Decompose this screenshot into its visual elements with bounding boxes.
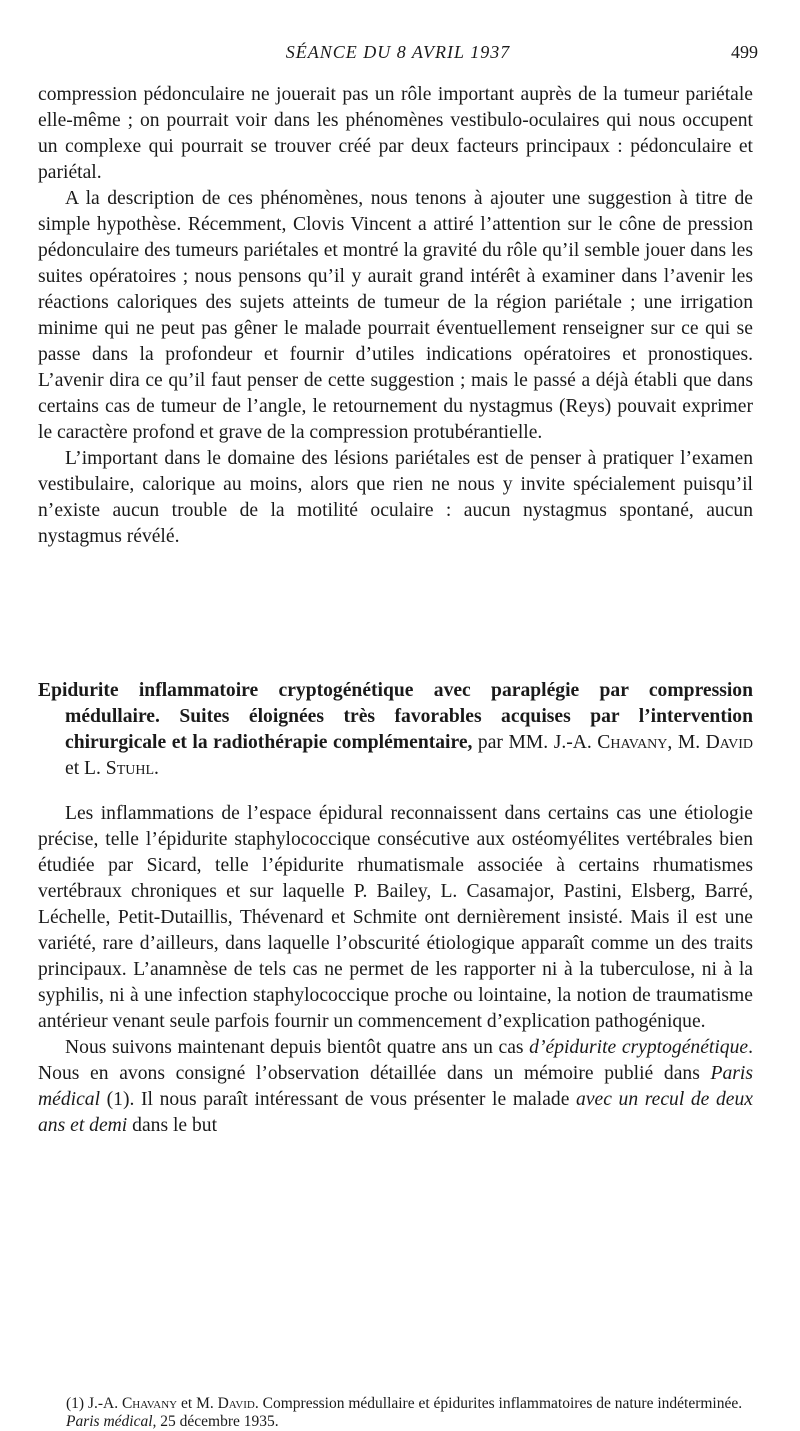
footnote-date: 25 décembre 1935. <box>160 1413 279 1430</box>
footnote <box>52 1395 752 1431</box>
footnote-author: J.-A. Chavany <box>87 1395 178 1412</box>
paragraph: A la description de ces phénomènes, nous tenons à ajouter une suggestion à titre de simple hypothèse. Récemment, Clovis Vincent a attiré l’attention sur le cône de pression pédonculaire des tumeurs pariétales et montré la gravité du rôle qu’il semble jouer dans les suites opératoires ; nous pensons qu’il y aurait grand intérêt à examiner dans l’avenir les réactions caloriques des sujets atteints de tumeur de la région pariétale ; une irrigation minime qui ne peut pas gêner le malade pourrait éventuellement renseigner sur ce qui se passe dans la profondeur et fournir d’utiles indications opératoires et pronostiques. L’avenir dira ce qu’il faut penser de cette suggestion ; mais le passé a déjà établi que dans certains cas de tumeur de l’angle, le retournement du nystagmus (Reys) pouvait exprimer le caractère profond et grave de la compression protubérantielle. <box>38 188 753 443</box>
footnote-text: . Compression médullaire et épidurites inflammatoires de nature indéterminée. <box>254 1395 743 1412</box>
article-body <box>38 801 753 1139</box>
text-run: . Nous en avons consigné l’observation détaillée dans un mémoire publié dans <box>38 1037 753 1084</box>
authors-conjunction: et <box>65 758 80 779</box>
paragraph: compression pédonculaire ne jouerait pas un rôle important auprès de la tumeur pariétale elle-même ; on pourrait voir dans les phénomènes vestibulo-oculaires qui nous occupent un complexe qui pourrait se trouver créé par deux facteurs principaux : pédonculaire et pariétal. <box>38 84 753 183</box>
paragraph: Les inflammations de l’espace épidural reconnaissent dans certains cas une étiologie précise, telle l’épidurite staphylococcique consécutive aux ostéomyélites vertébrales bien étudiée par Sicard, telle l’épidurite rhumatismale associée à certains rhumatismes vertébraux chroniques et sur laquelle P. Bailey, L. Casamajor, Pastini, Elsberg, Barré, Léchelle, Petit-Dutaillis, Thévenard et Schmite ont dernièrement insisté. Mais il est une variété, rare d’ailleurs, dans laquelle l’obscurité étiologique apparaît comme un des traits principaux. L’anamnèse de tels cas ne permet de les rapporter ni à la tuberculose, ni à la syphilis, ni à une infection staphylococcique proche ou lointaine, la notion de traumatisme antérieur venant seule parfois fournir un commencement d’explication pathogénique. <box>38 803 753 1032</box>
article-heading-line: Epidurite inflammatoire cryptogénétique avec paraplégie par compression médullaire. Suites éloignées très favorables acquises par l’intervention chirurgicale et la radiothérapie complémentaire, par MM. J.-A. Chavany, M. David et L. Stuhl. <box>38 680 753 779</box>
emphasis: d’épidurite cryptogénétique <box>529 1037 749 1058</box>
running-title: SÉANCE DU 8 AVRIL 1937 <box>285 42 511 62</box>
text-run: (1). Il nous paraît intéressant de vous présenter le malade <box>106 1089 570 1110</box>
footnote-conjunction: et <box>181 1395 193 1412</box>
article-title: Epidurite inflammatoire cryptogénétique avec paraplégie par compression médullaire. Suites éloignées très favorables acquises par l’intervention chirurgicale et la radiothérapie complémentaire, <box>38 680 753 753</box>
page-number: 499 <box>731 42 758 62</box>
journal-name: Paris médical <box>38 1063 753 1110</box>
running-head <box>38 42 758 66</box>
text-run: dans le but <box>132 1115 218 1136</box>
paragraph: L’important dans le domaine des lésions pariétales est de penser à pratiquer l’examen vestibulaire, calorique au moins, alors que rien ne nous y invite spécialement puisqu’il n’existe aucun trouble de la motilité oculaire : aucun nystagmus spontané, aucun nystagmus révélé. <box>38 448 753 547</box>
emphasis: avec un recul de deux ans et demi <box>38 1089 753 1136</box>
article-heading <box>38 678 753 782</box>
footnote-author: M. David <box>196 1395 255 1412</box>
text-run: Nous suivons maintenant depuis bientôt quatre ans un cas <box>65 1037 524 1058</box>
footnote-journal: Paris médical, <box>66 1413 157 1430</box>
authors-prefix: par MM. <box>477 732 549 753</box>
author-name: M. David <box>677 732 753 753</box>
text-block-continuation <box>38 82 753 550</box>
author-name: L. Stuhl. <box>84 758 159 779</box>
footnote-marker: (1) <box>66 1395 85 1412</box>
author-name: J.-A. Chavany <box>553 732 668 753</box>
paragraph <box>38 1035 753 1139</box>
